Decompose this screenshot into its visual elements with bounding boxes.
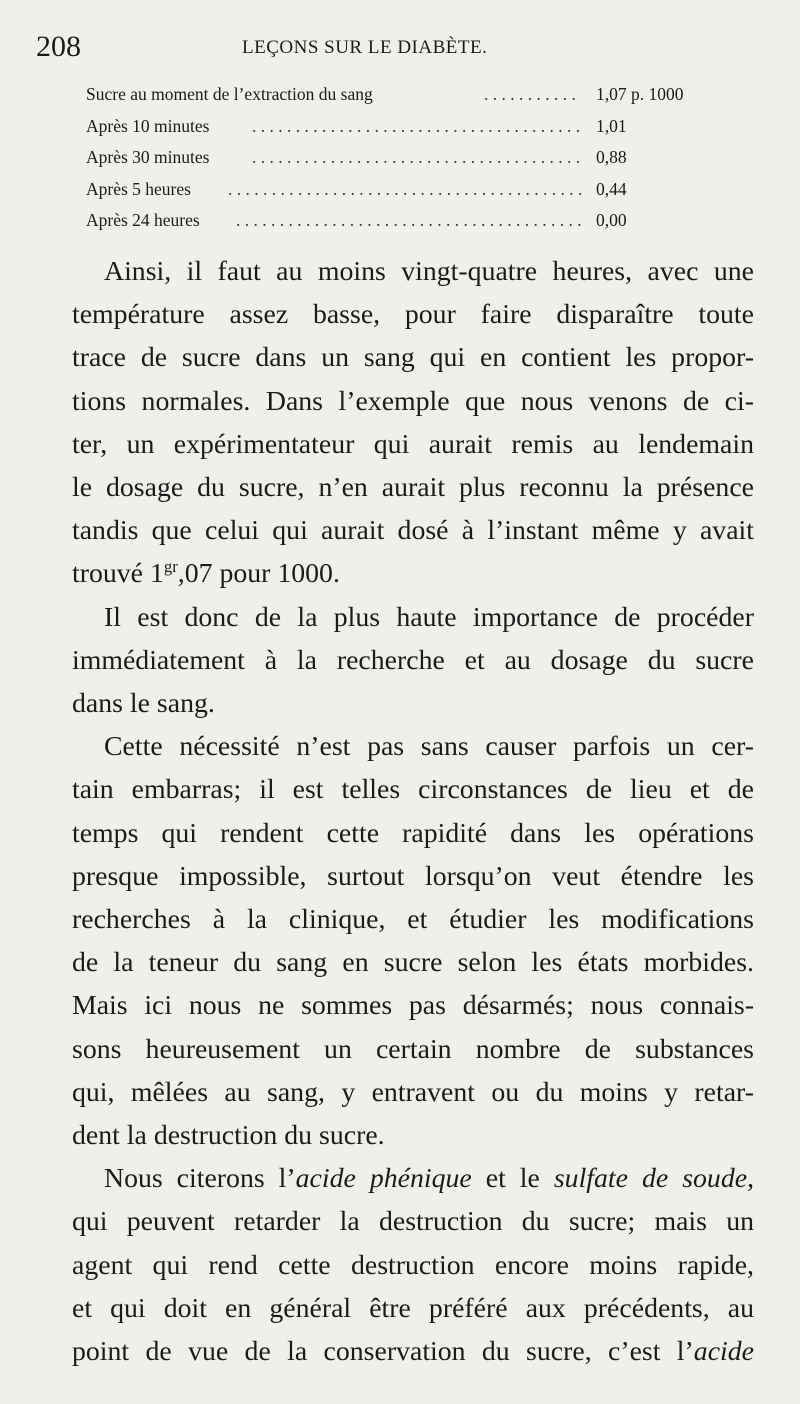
row-value: 0,44 (596, 178, 627, 199)
text-line: le dosage du sucre, n’en aurait plus reconnu la présence (72, 472, 754, 504)
row-label: Après 5 heures (86, 178, 191, 199)
text-line: Mais ici nous ne sommes pas désarmés; nous connais- (72, 990, 754, 1022)
text-line: trace de sucre dans un sang qui en contient les propor- (72, 342, 754, 374)
text-line: Cette nécessité n’est pas sans causer parfois un cer- (104, 731, 754, 763)
dot-leader: . . . . . . . . . . . . . . . . . . . . . . . . . . . . . . . . . . . . . . . . (236, 210, 582, 230)
text-fragment: et le (471, 1163, 554, 1195)
row-value: 0,88 (596, 147, 627, 167)
text-line: tions normales. Dans l’exemple que nous venons de ci- (72, 385, 754, 417)
text-line: agent qui rend cette destruction encore moins rapide, (72, 1249, 754, 1281)
text-fragment: trouvé 1 (72, 558, 164, 590)
superscript-unit: gr (163, 557, 178, 577)
text-line: tandis que celui qui aurait dosé à l’instant même y avait (72, 515, 754, 547)
row-label: Sucre au moment de l’extraction du sang (86, 84, 373, 104)
text-line: qui, mêlées au sang, y entravent ou du moins y retar- (72, 1076, 754, 1108)
text-line: recherches à la clinique, et étudier les modifications (72, 904, 754, 936)
dot-leader: . . . . . . . . . . . . . . . . . . . . . . . . . . . . . . . . . . . . . . (252, 147, 581, 167)
text-line: dans le sang. (72, 688, 215, 720)
dot-leader: . . . . . . . . . . . . . . . . . . . . . . . . . . . . . . . . . . . . . . (252, 115, 581, 136)
running-title: LEÇONS SUR LE DIABÈTE. (242, 37, 488, 58)
table-row (86, 179, 726, 211)
text-line: presque impossible, surtout lorsqu’on veut étendre les (72, 860, 754, 892)
text-line: dent la destruction du sucre. (72, 1120, 385, 1152)
text-fragment: , (747, 1163, 755, 1195)
row-value: 1,01 (596, 115, 627, 136)
table-row (86, 147, 726, 179)
text-fragment: ,07 pour 1000. (177, 558, 340, 590)
text-line: ter, un expérimentateur qui aurait remis au lendemain (72, 428, 754, 460)
text-line (40, 552, 754, 595)
paragraph-2 (40, 596, 754, 726)
page-number: 208 (36, 30, 81, 63)
row-value: 1,07 p. 1000 (596, 84, 684, 104)
text-line: immédiatement à la recherche et au dosage du sucre (72, 644, 754, 676)
text-line: température assez basse, pour faire disparaître toute (72, 299, 754, 331)
italic-term: sulfate de soude (553, 1163, 748, 1195)
text-fragment: point de vue de la conservation du sucre, c’est l’ (72, 1336, 694, 1368)
text-line: tain embarras; il est telles circonstances de lieu et de (72, 774, 754, 806)
table-row (86, 210, 726, 242)
body-text (40, 250, 754, 1373)
text-line: Il est donc de la plus haute importance de procéder (104, 601, 754, 633)
row-value: 0,00 (596, 210, 627, 230)
dot-leader: . . . . . . . . . . . . . . . . . . . . . . . . . . . . . . . . . . . . . . . . . (228, 178, 583, 199)
text-line: et qui doit en général être préféré aux précédents, au (72, 1292, 754, 1324)
row-label: Après 30 minutes (86, 147, 210, 167)
italic-term: acide (693, 1336, 754, 1368)
italic-term: acide phénique (295, 1163, 472, 1195)
sugar-measurement-table (86, 84, 726, 242)
text-line (40, 1157, 754, 1200)
text-line (40, 1330, 754, 1373)
text-fragment: Nous citerons l’ (104, 1163, 296, 1195)
text-line: sons heureusement un certain nombre de substances (72, 1033, 754, 1065)
text-line: de la teneur du sang en sucre selon les états morbides. (72, 947, 754, 979)
text-line: temps qui rendent cette rapidité dans les opérations (72, 817, 754, 849)
dot-leader: . . . . . . . . . . . (484, 84, 576, 104)
text-line: qui peuvent retarder la destruction du sucre; mais un (72, 1206, 754, 1238)
table-row (86, 84, 726, 116)
page-header (36, 30, 756, 70)
paragraph-4 (40, 1157, 754, 1373)
row-label: Après 10 minutes (86, 115, 210, 136)
row-label: Après 24 heures (86, 210, 200, 230)
table-row (86, 116, 726, 148)
paragraph-1 (40, 250, 754, 596)
paragraph-3 (40, 725, 754, 1157)
text-line: Ainsi, il faut au moins vingt-quatre heures, avec une (104, 256, 754, 287)
